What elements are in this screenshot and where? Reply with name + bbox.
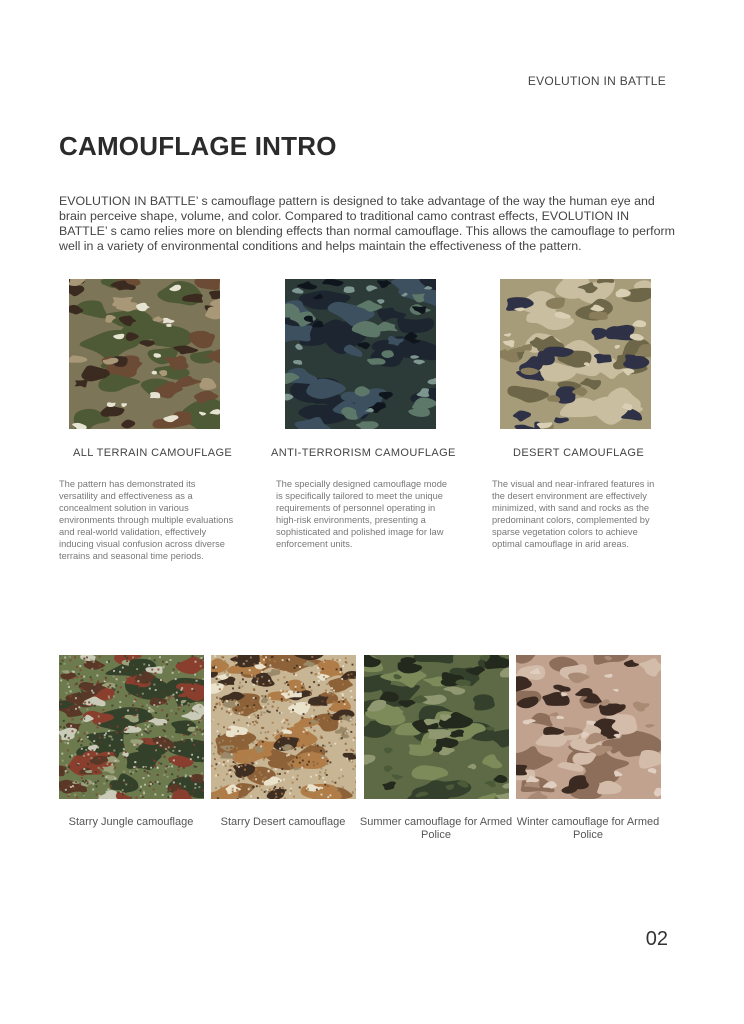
all-terrain-description: The pattern has demonstrated its versatility and effectiveness as a concealment solution in various environments through multiple evaluations and real-world validation, effectively inducing visual confusion across diverse terrains and seasonal time periods.: [59, 479, 234, 561]
header-brand: EVOLUTION IN BATTLE: [527, 74, 666, 88]
page-number: 02: [645, 928, 668, 950]
winter-police-caption: Winter camouflage for Armed Police: [516, 816, 660, 841]
summer-police-swatch: [364, 655, 509, 799]
starry-desert-swatch: [211, 655, 356, 799]
summer-police-caption: Summer camouflage for Armed Police: [359, 816, 513, 841]
page-title: CAMOUFLAGE INTRO: [59, 131, 337, 161]
desert-description: The visual and near-infrared features in the desert environment are effectively minimized, with sand and rocks as the predominant colors, complemented by sparse vegetation colors to achieve optimal camouflage in arid areas.: [492, 479, 655, 549]
all-terrain-swatch: [69, 279, 220, 429]
desert-title: DESERT CAMOUFLAGE: [513, 447, 645, 459]
anti-terrorism-title: ANTI-TERRORISM CAMOUFLAGE: [271, 447, 456, 459]
winter-police-swatch: [516, 655, 661, 799]
anti-terrorism-swatch: [285, 279, 436, 429]
desert-swatch: [500, 279, 651, 429]
starry-desert-caption: Starry Desert camouflage: [220, 816, 346, 828]
anti-terrorism-description: The specially designed camouflage mode is specifically tailored to meet the unique requirements of personnel operating in high-risk environments, presenting a sophisticated and polished image for law enforcement units.: [276, 479, 448, 549]
all-terrain-title: ALL TERRAIN CAMOUFLAGE: [73, 447, 233, 459]
starry-jungle-caption: Starry Jungle camouflage: [68, 816, 194, 828]
starry-jungle-swatch: [59, 655, 204, 799]
intro-paragraph: EVOLUTION IN BATTLE’ s camouflage pattern is designed to take advantage of the way the human eye and brain perceive shape, volume, and color. Compared to traditional camo contrast effects, EVOLUTION IN BATTLE’ s camo relies more on blending effects than normal camouflage. This allows the camouflage to perform well in a variety of environmental conditions and helps maintain the effectiveness of the pattern.: [59, 194, 675, 253]
